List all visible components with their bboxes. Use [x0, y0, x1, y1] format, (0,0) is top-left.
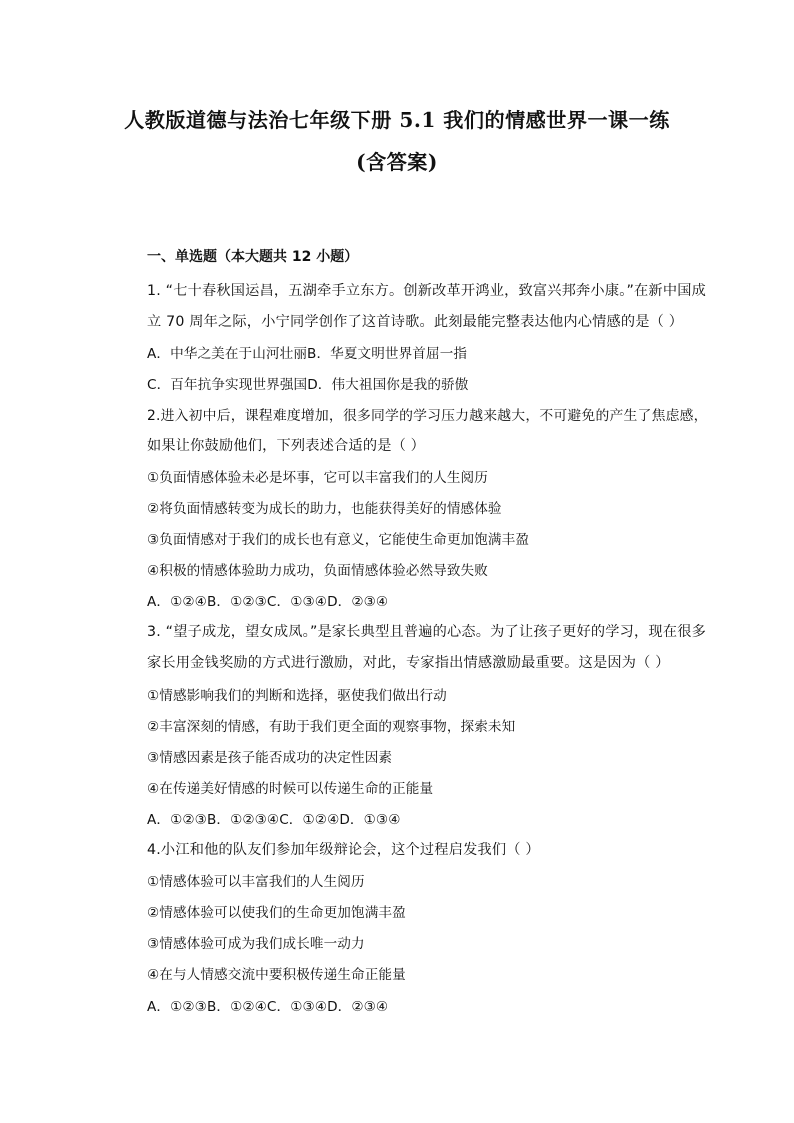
question-4-options: A．①②③B．①②④C．①③④D．②③④ [147, 999, 389, 1015]
question-1-options-line-2: C．百年抗争实现世界强国D．伟大祖国你是我的骄傲 [147, 377, 469, 393]
document-title-line-2: (含答案) [356, 150, 438, 174]
section-heading: 一、单选题（本大题共 12 小题） [147, 249, 359, 265]
question-2-stem-line-1: 2.进入初中后，课程难度增加，很多同学的学习压力越来越大，不可避免的产生了焦虑感， [147, 408, 708, 424]
question-3-stem-line-1: 3. “望子成龙，望女成凤。”是家长典型且普遍的心态。为了让孩子更好的学习，现在很多 [147, 624, 706, 640]
question-4-statement-3: ③情感体验可成为我们成长唯一动力 [147, 936, 365, 952]
question-4-statement-2: ②情感体验可以使我们的生命更加饱满丰盈 [147, 905, 406, 921]
question-2-statement-1: ①负面情感体验未必是坏事，它可以丰富我们的人生阅历 [147, 470, 488, 486]
question-1-stem-line-2: 立 70 周年之际，小宁同学创作了这首诗歌。此刻最能完整表达他内心情感的是（ ） [147, 314, 684, 330]
question-4-stem-line-1: 4.小江和他的队友们参加年级辩论会，这个过程启发我们（ ） [147, 842, 540, 858]
question-2-stem-line-2: 如果让你鼓励他们，下列表述合适的是（ ） [147, 438, 426, 454]
question-3-stem-line-2: 家长用金钱奖励的方式进行激励，对此，专家指出情感激励最重要。这是因为（ ） [147, 655, 670, 671]
question-3-statement-3: ③情感因素是孩子能否成功的决定性因素 [147, 750, 393, 766]
question-3-statement-1: ①情感影响我们的判断和选择，驱使我们做出行动 [147, 688, 447, 704]
question-4-statement-1: ①情感体验可以丰富我们的人生阅历 [147, 874, 365, 890]
question-2-options: A．①②④B．①②③C．①③④D．②③④ [147, 594, 389, 610]
question-2-statement-2: ②将负面情感转变为成长的助力，也能获得美好的情感体验 [147, 501, 502, 517]
question-1-stem-line-1: 1. “七十春秋国运昌，五湖牵手立东方。创新改革开鸿业，致富兴邦奔小康。”在新中国成 [147, 283, 706, 299]
question-4-statement-4: ④在与人情感交流中要积极传递生命正能量 [147, 967, 406, 983]
question-2-statement-4: ④积极的情感体验助力成功，负面情感体验必然导致失败 [147, 563, 488, 579]
question-3-options: A．①②③B．①②③④C．①②④D．①③④ [147, 812, 401, 828]
question-3-statement-2: ②丰富深刻的情感，有助于我们更全面的观察事物，探索未知 [147, 719, 516, 735]
question-3-statement-4: ④在传递美好情感的时候可以传递生命的正能量 [147, 781, 434, 797]
question-1-options-line-1: A．中华之美在于山河壮丽B．华夏文明世界首屈一指 [147, 346, 468, 362]
question-2-statement-3: ③负面情感对于我们的成长也有意义，它能使生命更加饱满丰盈 [147, 532, 530, 548]
document-title-line-1: 人教版道德与法治七年级下册 5.1 我们的情感世界一课一练 [124, 108, 670, 132]
